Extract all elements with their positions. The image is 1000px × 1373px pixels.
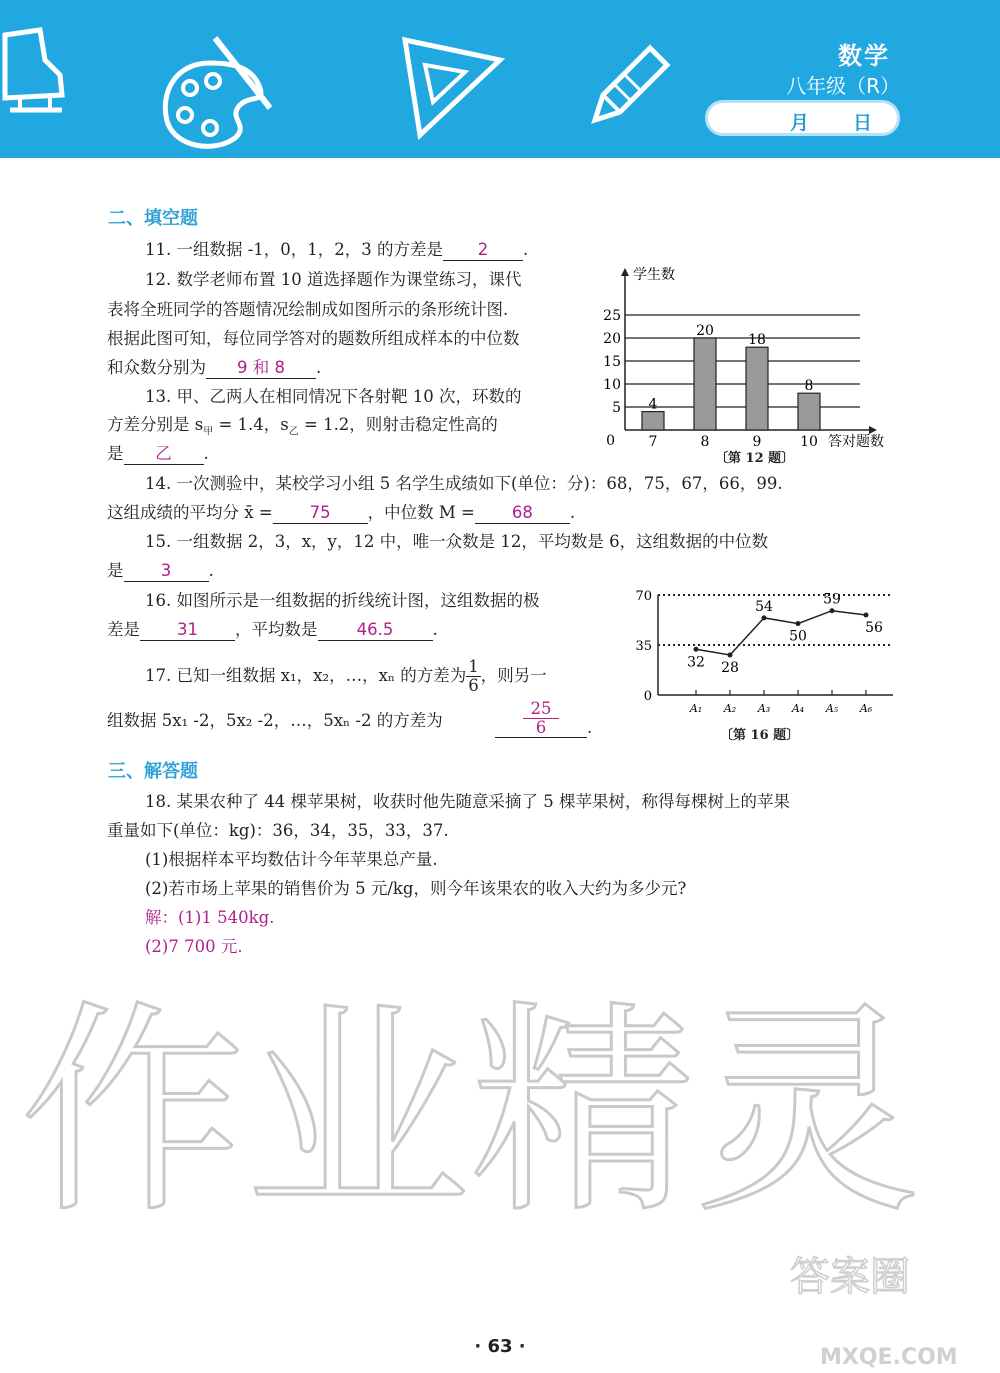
x-tick-label: A₅ [825, 702, 839, 715]
answer-12: 9 和 8 [206, 358, 316, 379]
answer-11: 2 [443, 240, 523, 261]
data-point [694, 647, 699, 652]
question-16-line2: 差是 31 ，平均数是 46.5 . [107, 620, 438, 639]
question-13-line3: 是 乙 . [107, 444, 209, 463]
bar-value-label: 20 [696, 323, 714, 339]
question-12-line4: 和众数分别为 9 和 8 . [107, 358, 322, 377]
x-tick-label: A₂ [723, 702, 737, 715]
data-point [762, 615, 767, 620]
x-tick-label: A₄ [791, 702, 805, 715]
question-18-line2: 重量如下(单位：kg)：36，34，35，33，37. [107, 821, 449, 840]
x-axis-label: 答对题数 [828, 434, 884, 450]
x-tick-label: 10 [800, 434, 818, 450]
bar-value-label: 8 [804, 378, 814, 395]
grade-label: 八年级（R） [786, 74, 900, 98]
month-label: 月 [790, 112, 810, 134]
watermark-logo: 答案圈 [790, 1254, 910, 1300]
y-tick-label: 5 [612, 400, 621, 416]
question-14-line1: 14. 一次测验中，某校学习小组 5 名学生成绩如下(单位：分)：68，75，67，66，99. [145, 474, 783, 493]
question-18-part2: (2)若市场上苹果的销售价为 5 元/kg，则今年该果农的收入大约为多少元? [145, 879, 687, 898]
bar-value-label: 18 [748, 332, 766, 349]
question-18-line1: 18. 某果农种了 44 棵苹果树，收获时他先随意采摘了 5 棵苹果树，称得每棵树上的苹果 [145, 792, 790, 811]
data-point [864, 613, 869, 618]
answer-13: 乙 [124, 444, 204, 465]
question-14-line2: 这组成绩的平均分 x̄ = 75 ，中位数 M = 68 . [107, 503, 576, 522]
y-axis-arrow [621, 268, 629, 276]
data-label: 28 [721, 660, 739, 676]
y-tick-label: 0 [606, 433, 615, 449]
answer-16-mean: 46.5 [318, 620, 433, 641]
bar-chart-q12 [600, 262, 900, 462]
data-label: 59 [823, 591, 841, 608]
x-tick-label: 9 [752, 434, 762, 450]
page-number: · 63 · [474, 1336, 526, 1357]
watermark-site: MXQE.COM [820, 1345, 958, 1370]
x-tick-label: A₃ [757, 702, 771, 715]
bar [642, 412, 664, 430]
answer-14-median: 68 [475, 503, 570, 524]
skate-icon [0, 20, 70, 130]
data-point [728, 653, 733, 658]
y-tick-label: 70 [635, 589, 652, 604]
section-title-fill-blank: 二、填空题 [108, 208, 198, 229]
answer-17: $\frac{25}{6}$ . [495, 700, 592, 738]
question-12-line2: 表将全班同学的答题情况绘制成如图所示的条形统计图. [107, 300, 509, 319]
question-15-line2: 是 3 . [107, 561, 214, 580]
question-12-line3: 根据此图可知，每位同学答对的题数所组成样本的中位数 [107, 329, 520, 348]
line-chart-q16 [630, 585, 895, 715]
question-15-line1: 15. 一组数据 2，3，x，y，12 中，唯一众数是 12，平均数是 6，这组数据的中位数 [145, 532, 769, 551]
answer-15: 3 [124, 561, 209, 582]
watermark [10, 950, 990, 1310]
y-tick-label: 15 [603, 354, 621, 370]
y-tick-label: 10 [603, 377, 621, 393]
data-label: 50 [789, 628, 807, 645]
question-13-line2: 方差分别是 $s_甲 = 1.4$，$s_乙 = 1.2$，则射击稳定性高的 [107, 415, 498, 438]
caption-q12: 〔第 12 题〕 [715, 451, 795, 466]
x-tick-label: A₁ [689, 702, 703, 715]
data-point [796, 621, 801, 626]
question-13-line1: 13. 甲、乙两人在相同情况下各射靶 10 次，环数的 [145, 387, 522, 406]
question-17-line1: 17. 已知一组数据 x₁，x₂，…，xₙ 的方差为 $\frac{1}{6}$，则另一 [145, 657, 547, 695]
data-label: 56 [865, 620, 883, 636]
x-tick-label: A₆ [859, 702, 873, 715]
palette-icon [155, 33, 285, 158]
watermark-text: 作业精灵 [20, 982, 920, 1244]
x-tick-label: 8 [700, 434, 710, 450]
answer-14-mean: 75 [273, 503, 368, 524]
y-axis-label: 学生数 [633, 267, 675, 283]
bar [746, 347, 768, 430]
bar [798, 393, 820, 430]
bar-value-label: 4 [648, 396, 658, 413]
pencil-icon [585, 40, 675, 130]
day-label: 日 [853, 112, 873, 134]
set-square-icon [395, 30, 505, 140]
section-title-answer: 三、解答题 [108, 761, 198, 782]
question-17-line2: 组数据 5x₁ -2，5x₂ -2，…，5xₙ -2 的方差为 [107, 711, 443, 730]
caption-q16: 〔第 16 题〕 [720, 728, 800, 743]
question-16-line1: 16. 如图所示是一组数据的折线统计图，这组数据的极 [145, 591, 540, 610]
data-label: 32 [687, 654, 705, 671]
y-tick-label: 20 [603, 331, 621, 347]
answer-18-part2: (2)7 700 元. [145, 937, 243, 956]
header-banner [0, 0, 1000, 158]
question-11: 11. 一组数据 -1，0，1，2，3 的方差是 2 . [145, 240, 529, 259]
y-tick-label: 35 [635, 639, 652, 654]
subject-label: 数学 [838, 42, 890, 70]
x-tick-label: 7 [648, 434, 658, 450]
data-label: 54 [755, 598, 773, 615]
fraction-one-sixth: $\frac{1}{6}$ [468, 657, 479, 695]
y-tick-label: 25 [603, 308, 621, 324]
y-tick-label: 0 [643, 689, 652, 704]
date-box [705, 100, 900, 136]
answer-18-part1: 解：(1)1 540kg. [145, 908, 275, 927]
question-18-part1: (1)根据样本平均数估计今年苹果总产量. [145, 850, 438, 869]
data-point [830, 608, 835, 613]
x-axis-arrow [869, 426, 877, 434]
answer-16-range: 31 [140, 620, 235, 641]
bar [694, 338, 716, 430]
series-line [696, 611, 866, 655]
question-12-line1: 12. 数学老师布置 10 道选择题作为课堂练习，课代 [145, 270, 522, 289]
